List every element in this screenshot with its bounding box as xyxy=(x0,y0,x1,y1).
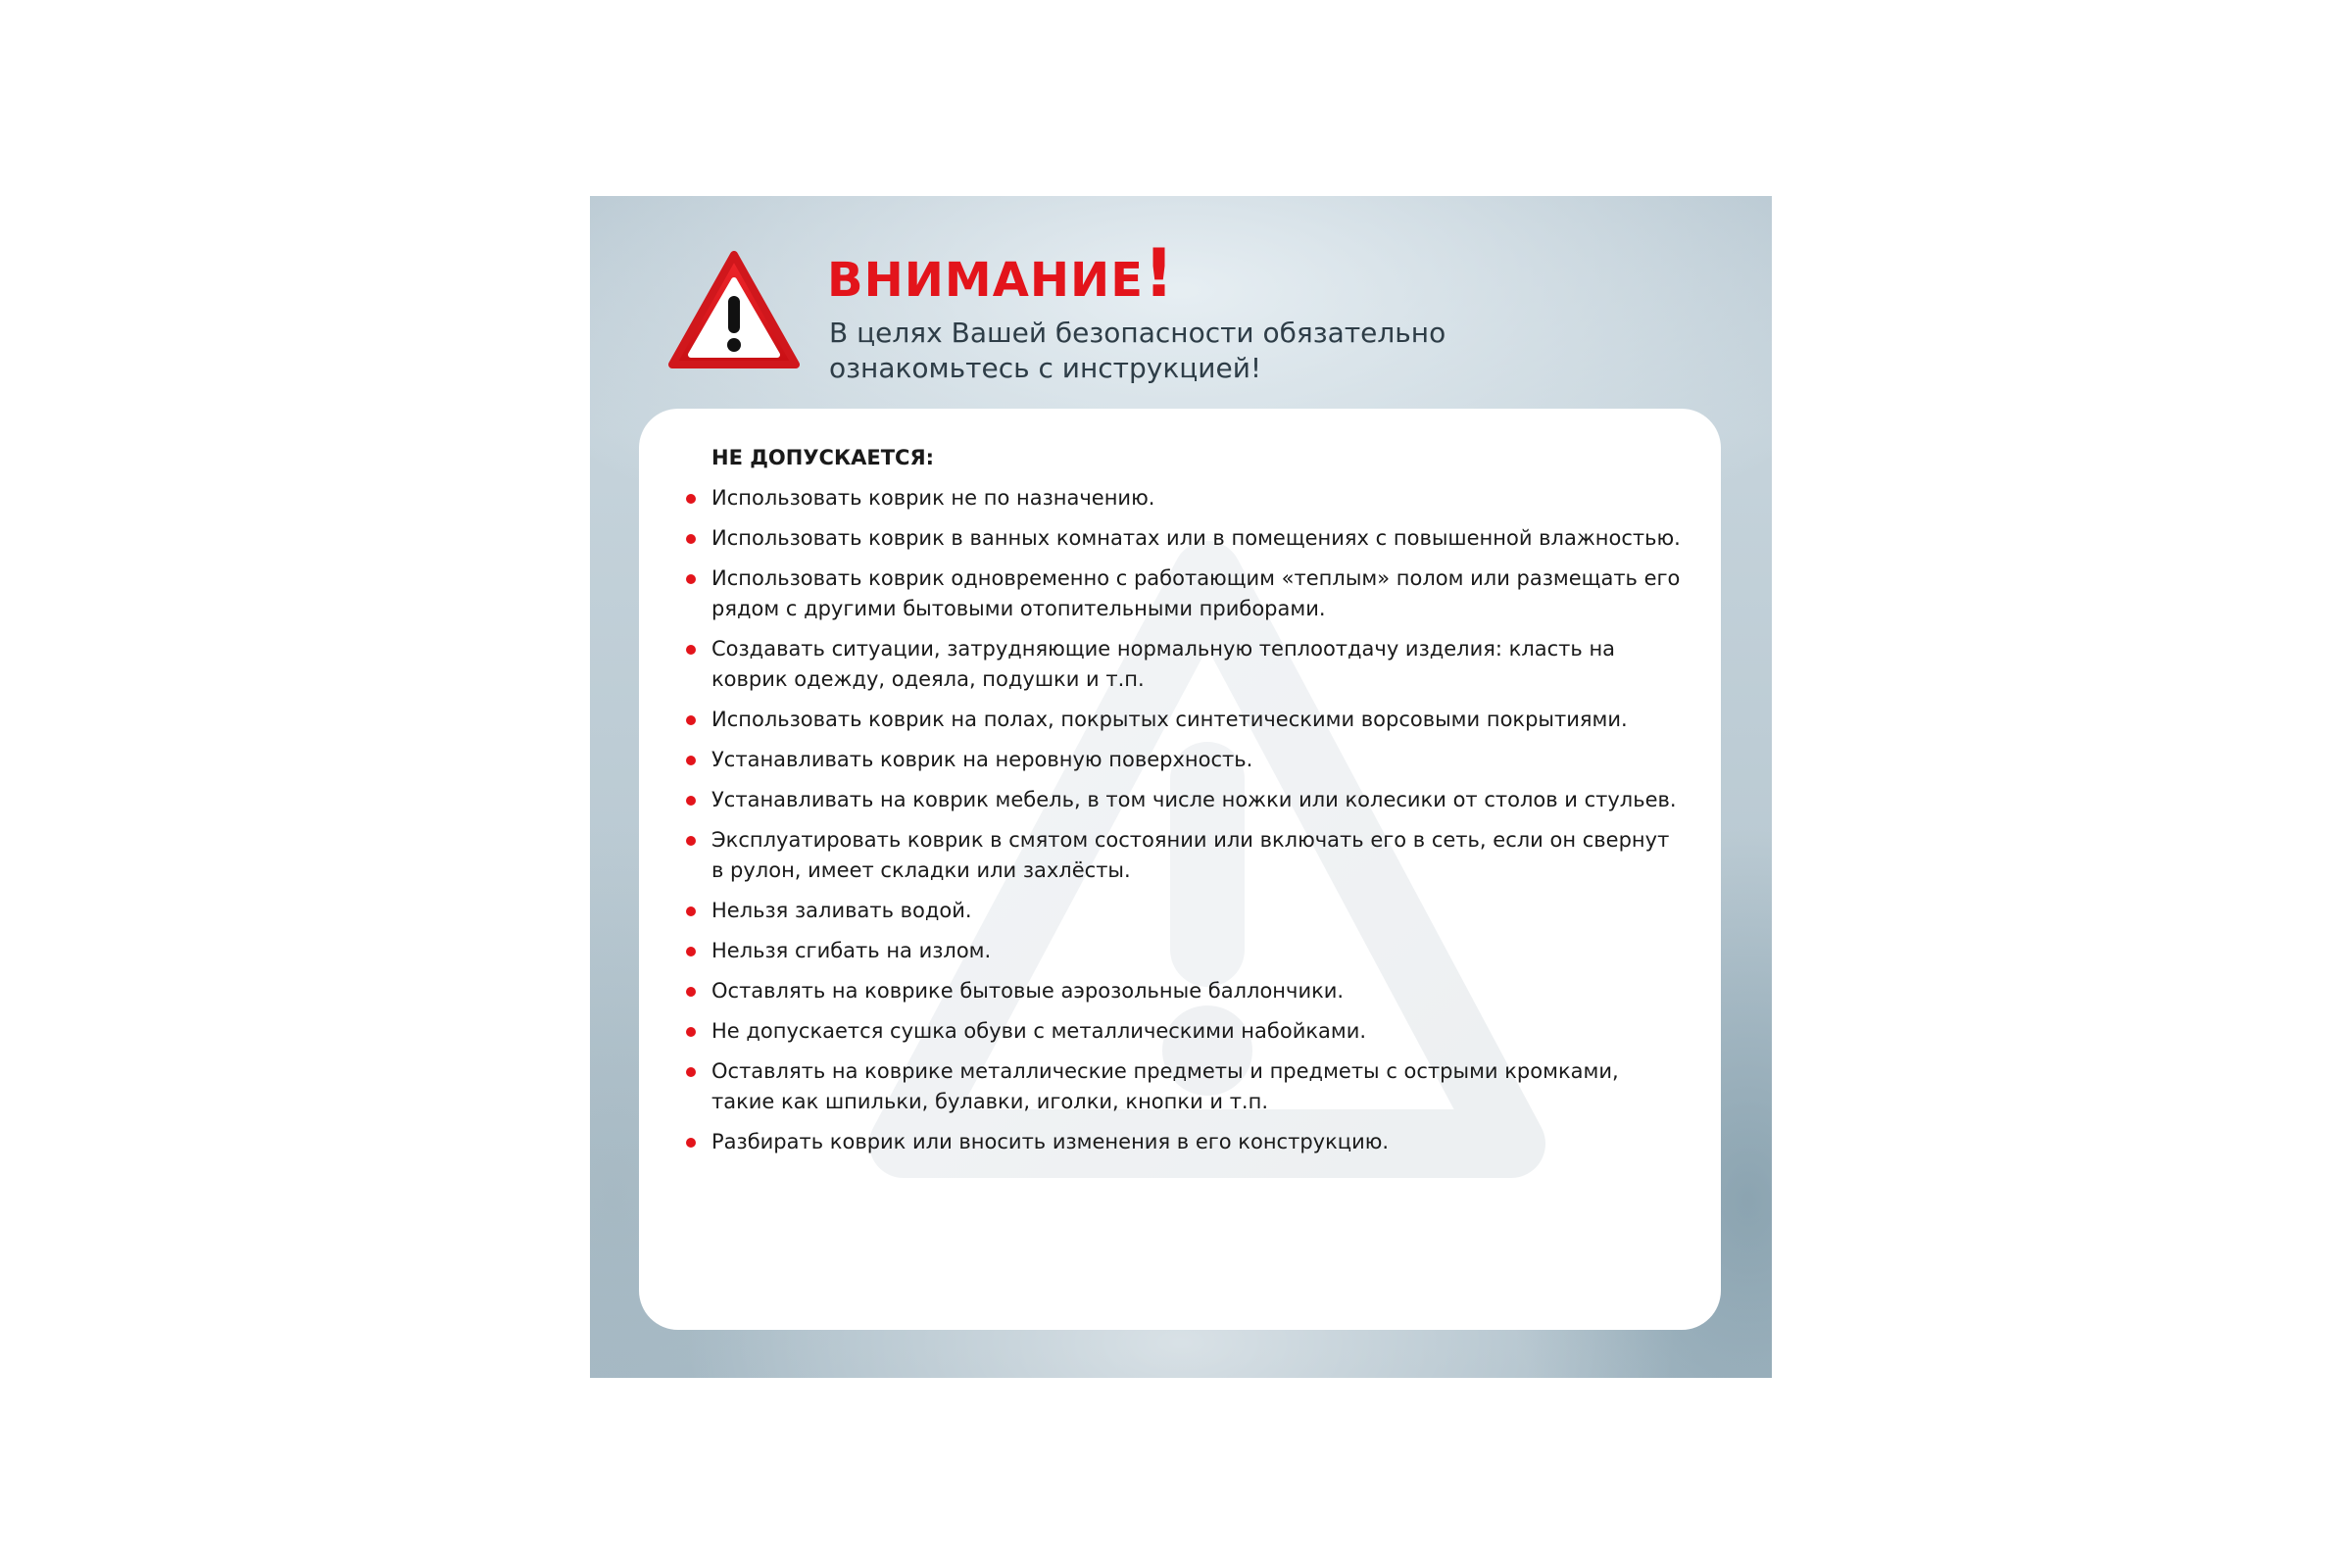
bullet-icon xyxy=(686,796,696,806)
bullet-icon xyxy=(686,715,696,725)
bullet-icon xyxy=(686,1067,696,1077)
page-subtitle: В целях Вашей безопасности обязательно ознакомьтесь с инструкцией! xyxy=(829,317,1446,384)
rule-text: Нельзя заливать водой. xyxy=(711,899,972,922)
rule-item xyxy=(686,1056,1686,1117)
rule-text: Не допускается сушка обуви с металлическими набойками. xyxy=(711,1019,1367,1043)
bullet-icon xyxy=(686,756,696,765)
bullet-icon xyxy=(686,645,696,655)
rule-item xyxy=(686,896,1686,926)
rule-item xyxy=(686,634,1686,695)
rules-content xyxy=(639,409,1721,1330)
page-title: внимание! xyxy=(827,235,1175,313)
rule-text: Нельзя сгибать на излом. xyxy=(711,939,992,962)
rule-text: Создавать ситуации, затрудняющие нормальную теплоотдачу изделия: класть на коврик одежду, одеяла, подушки и т.п. xyxy=(711,637,1616,691)
rule-text: Использовать коврик в ванных комнатах или в помещениях с повышенной влажностью. xyxy=(711,526,1681,550)
bullet-icon xyxy=(686,947,696,956)
rule-item xyxy=(686,745,1686,775)
rule-item xyxy=(686,564,1686,624)
rules-list xyxy=(686,483,1686,1167)
rule-item xyxy=(686,936,1686,966)
rule-item xyxy=(686,825,1686,886)
rule-text: Использовать коврик одновременно с работающим «теплым» полом или размещать его рядом с другими бытовыми отопительными приборами. xyxy=(711,566,1681,620)
bullet-icon xyxy=(686,1027,696,1037)
rule-text: Использовать коврик не по назначению. xyxy=(711,486,1155,510)
rule-item xyxy=(686,1127,1686,1157)
rule-item xyxy=(686,976,1686,1006)
rule-item xyxy=(686,1016,1686,1047)
rule-text: Разбирать коврик или вносить изменения в его конструкцию. xyxy=(711,1130,1390,1153)
rule-text: Оставлять на коврике металлические предметы и предметы с острыми кромками, такие как шпильки, булавки, иголки, кнопки и т.п. xyxy=(711,1059,1619,1113)
bullet-icon xyxy=(686,1138,696,1148)
rule-text: Эксплуатировать коврик в смятом состоянии или включать его в сеть, если он свернут в рулон, имеет складки или захлёсты. xyxy=(711,828,1670,882)
rule-text: Оставлять на коврике бытовые аэрозольные баллончики. xyxy=(711,979,1345,1003)
bullet-icon xyxy=(686,494,696,504)
rule-text: Устанавливать на коврик мебель, в том числе ножки или колесики от столов и стульев. xyxy=(711,788,1677,811)
bullet-icon xyxy=(686,534,696,544)
warning-poster xyxy=(590,196,1772,1378)
rule-item xyxy=(686,523,1686,554)
rules-card xyxy=(639,409,1721,1330)
bullet-icon xyxy=(686,836,696,846)
rule-text: Использовать коврик на полах, покрытых синтетическими ворсовыми покрытиями. xyxy=(711,708,1628,731)
rule-item xyxy=(686,483,1686,514)
rule-item xyxy=(686,705,1686,735)
bullet-icon xyxy=(686,574,696,584)
rule-item xyxy=(686,785,1686,815)
warning-triangle-icon xyxy=(668,251,800,370)
bullet-icon xyxy=(686,906,696,916)
bullet-icon xyxy=(686,987,696,997)
rule-text: Устанавливать коврик на неровную поверхность. xyxy=(711,748,1253,771)
rules-heading: НЕ ДОПУСКАЕТСЯ: xyxy=(711,446,935,469)
